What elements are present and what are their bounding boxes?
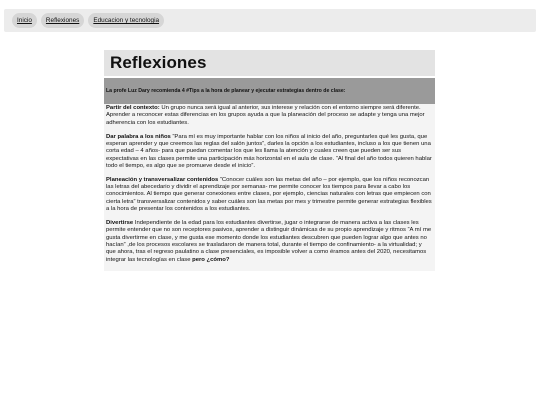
tip-heading-palabra: Dar palabra a los niños bbox=[106, 133, 171, 140]
nav-link-reflexiones[interactable]: Reflexiones bbox=[41, 13, 84, 28]
tip-paragraph-divertirse bbox=[106, 220, 433, 264]
article-body bbox=[104, 104, 435, 264]
top-navigation bbox=[4, 9, 536, 32]
tip-heading-contexto: Partir del contexto: bbox=[106, 105, 160, 111]
subtitle-band bbox=[104, 78, 435, 104]
tip-closing-question: pero ¿cómo? bbox=[192, 256, 230, 263]
tip-text-planeacion: “Conocer cuáles son las metas del año – por ejemplo, que los niños reconozcan las letras del abecedario y dividir el aprendizaje por semanas- me permite conocer los tiempos para llevar a cabo los conocimientos. Al tiempo que generar conexiones entre clases, por ejemplo, ciencias naturales con letras que empiecen con cierta letra” transversalizar contenidos y saber cuáles son las metas por mes y trimestre permite generar estrategias flexibles a la hora de presentar los contenidos a los estudiantes. bbox=[106, 176, 432, 213]
tip-heading-planeacion: Planeación y transversalizar contenidos bbox=[106, 176, 219, 183]
tip-text-contexto: Un grupo nunca será igual al anterior, sus interese y relación con el entorno siempre será diferente. Aprender a reconocer estas diferencias en los grupos ayuda a que la planeación del proceso se adapte y tenga una mejor adherencia con los estudiantes. bbox=[106, 105, 425, 126]
article-subtitle: La profe Luz Dary recomienda 4 #Tips a la hora de planear y ejecutar estrategias dentro de clase: bbox=[106, 88, 346, 94]
nav-link-educacion-y-tecnologia[interactable]: Educacion y tecnologia bbox=[88, 13, 164, 28]
article-panel bbox=[104, 50, 435, 271]
tip-paragraph-contexto bbox=[106, 105, 433, 127]
tip-text-palabra: “Para mí es muy importante hablar con los niños al inicio del año, preguntarles qué les gusta, que esperan aprender y que creemos las reglas del salón juntos”, darles la opción a los estudiantes, incluso a los que tienen una corta edad – 4 años- para que puedan comentar los que les llama la atención y cuales creen que pueden ser sus expectativas en las clases permite una participación más horizontal en el aula de clase. “Al final del año todos quieren hablar todo el tiempo, es algo que se promueve desde el inicio”. bbox=[106, 133, 432, 169]
title-band bbox=[104, 50, 435, 76]
tip-paragraph-palabra bbox=[106, 134, 433, 171]
tip-heading-divertirse: Divertirse bbox=[106, 219, 134, 226]
page-title: Reflexiones bbox=[110, 53, 207, 72]
nav-link-inicio[interactable]: Inicio bbox=[12, 13, 37, 28]
tip-paragraph-planeacion bbox=[106, 177, 433, 214]
tip-text-divertirse: Independiente de la edad para los estudiantes divertirse, jugar o integrarse de manera activa a las clases les permite entender que no son receptores pasivos, aprender a distinguir dinámicas de su propio aprendizaje y ritmos “A mí me gusta divertirme en clase, y me gusta ese momento donde los estudiantes descubren que pueden lograr algo que antes no hacían” ,de los procesos escolares se trasladaron de manera total, durante el tiempo de confinamiento- a la virtualidad; y que ahora, tras el regreso paulatino a clase presenciales, es imposible volver a como éramos antes del 2020, necesitamos integrar las tecnologías en clase bbox=[106, 219, 432, 263]
